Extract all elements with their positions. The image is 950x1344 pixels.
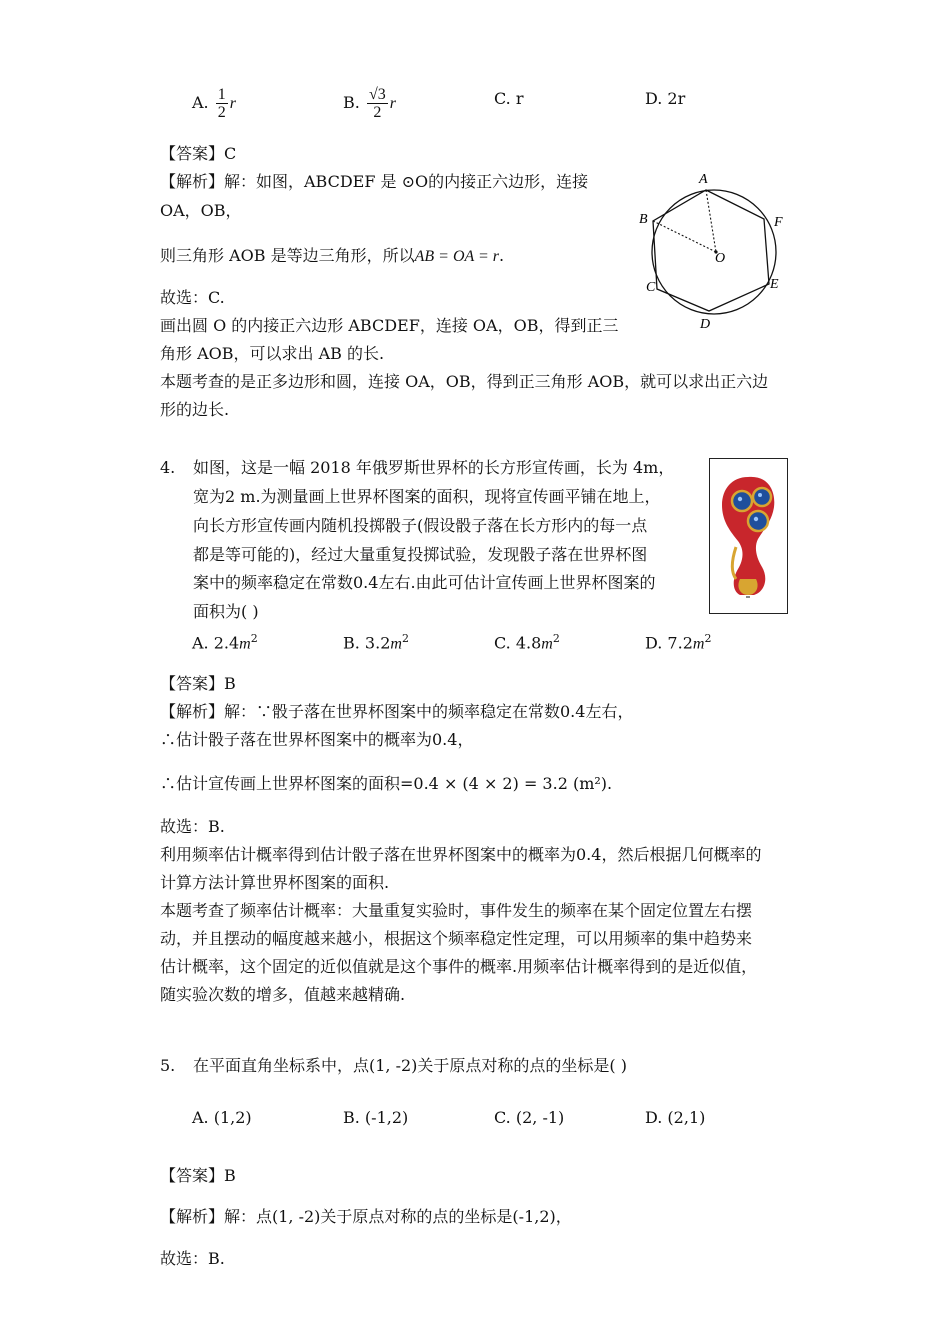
q5-choose: 故选：B. xyxy=(160,1249,225,1268)
q3-option-a-fraction: $\frac{1}{2}$ xyxy=(217,86,226,121)
q4-analysis-line-6: 计算方法计算世界杯图案的面积. xyxy=(160,873,390,892)
q5-stem: 在平面直角坐标系中，点(1, -2)关于原点对称的点的坐标是( ) xyxy=(193,1056,627,1075)
q3-analysis-line-5: 画出圆 O 的内接正六边形 ABCDEF，连接 OA，OB，得到正三 xyxy=(160,316,619,335)
q3-analysis-line-6: 角形 AOB，可以求出 AB 的长. xyxy=(160,344,385,363)
q3-analysis-line-2: OA，OB， xyxy=(160,201,242,220)
q5-option-a[interactable]: A. (1,2) xyxy=(192,1108,252,1127)
q4-stem-line-5: 案中的频率稳定在常数0.4左右.由此可估计宣传画上世界杯图案的 xyxy=(193,573,656,592)
q3-analysis-line-4: 故选：C. xyxy=(160,288,225,307)
q5-answer: 【答案】B xyxy=(160,1166,236,1185)
q3-analysis-line-3: 则三角形 AOB 是等边三角形，所以AB = OA = r. xyxy=(160,246,505,265)
q4-analysis-line-4: 故选：B. xyxy=(160,817,225,836)
q4-analysis-line-2: ∴估计骰子落在世界杯图案中的概率为0.4， xyxy=(160,730,474,749)
q4-stem-line-3: 向长方形宣传画内随机投掷骰子(假设骰子落在长方形内的每一点 xyxy=(193,516,648,535)
segment-oa xyxy=(706,190,716,252)
q3-option-b[interactable]: B. $\frac{√3}{2}$ r xyxy=(343,86,396,121)
q5-option-b[interactable]: B. (-1,2) xyxy=(343,1108,409,1127)
q4-stem-line-4: 都是等可能的)，经过大量重复投掷试验，发现骰子落在世界杯图 xyxy=(193,545,648,564)
q4-stem-line-1: 如图，这是一幅 2018 年俄罗斯世界杯的长方形宣传画，长为 4m， xyxy=(193,458,675,477)
segment-ob xyxy=(653,221,716,252)
q4-stem-line-2: 宽为2 m.为测量画上世界杯图案的面积，现将宣传画平铺在地上， xyxy=(193,487,661,506)
q4-analysis-line-7: 本题考查了频率估计概率：大量重复实验时，事件发生的频率在某个固定位置左右摆 xyxy=(160,901,753,920)
q4-analysis-line-5: 利用频率估计概率得到估计骰子落在世界杯图案中的概率为0.4，然后根据几何概率的 xyxy=(160,845,762,864)
q4-stem-line-6: 面积为( ) xyxy=(193,602,259,621)
world-cup-poster-figure xyxy=(709,458,788,614)
label-e: E xyxy=(770,277,779,292)
q5-analysis: 【解析】解：点(1, -2)关于原点对称的点的坐标是(-1,2)， xyxy=(160,1207,572,1226)
q3-answer: 【答案】C xyxy=(160,144,237,163)
q4-number: 4. xyxy=(160,458,176,477)
q3-analysis-line-8: 形的边长. xyxy=(160,400,230,419)
q3-analysis-line-1: 【解析】解：如图，ABCDEF 是 ⊙O的内接正六边形，连接 xyxy=(160,172,589,191)
label-f: F xyxy=(774,215,783,230)
q3-option-b-label: B. xyxy=(343,93,360,112)
hexagon-circle-figure xyxy=(636,164,796,334)
q5-option-c[interactable]: C. (2, -1) xyxy=(494,1108,565,1127)
q3-option-a-label: A. xyxy=(192,93,209,112)
q4-answer: 【答案】B xyxy=(160,674,236,693)
q3-option-b-fraction: $\frac{√3}{2}$ xyxy=(368,86,386,121)
q4-option-a[interactable]: A. $2.4m^2$ xyxy=(192,632,258,653)
label-b: B xyxy=(639,212,648,227)
q3-analysis-line-7: 本题考查的是正多边形和圆，连接 OA，OB，得到正三角形 AOB，就可以求出正六边 xyxy=(160,372,769,391)
q4-analysis-line-10: 随实验次数的增多，值越来越精确. xyxy=(160,985,406,1004)
q3-option-c[interactable]: C. r xyxy=(494,89,524,108)
label-c: C xyxy=(646,280,656,295)
q4-analysis-line-1: 【解析】解：∵骰子落在世界杯图案中的频率稳定在常数0.4左右， xyxy=(160,702,634,721)
q5-number: 5. xyxy=(160,1056,176,1075)
q3-option-a[interactable]: A. $\frac{1}{2}$ r xyxy=(192,86,236,121)
world-cup-trophy-emblem xyxy=(710,459,787,613)
q4-option-b[interactable]: B. $3.2m^2$ xyxy=(343,632,409,653)
q4-analysis-line-9: 估计概率，这个固定的近似值就是这个事件的概率.用频率估计概率得到的是近似值， xyxy=(160,957,758,976)
label-d: D xyxy=(700,317,711,332)
q4-analysis-line-8: 动，并且摆动的幅度越来越小，根据这个频率稳定性定理，可以用频率的集中趋势来 xyxy=(160,929,753,948)
q4-option-d[interactable]: D. $7.2m^2$ xyxy=(645,632,712,653)
label-a: A xyxy=(699,172,708,187)
label-o: O xyxy=(715,251,726,266)
q4-option-c[interactable]: C. $4.8m^2$ xyxy=(494,632,560,653)
q5-option-d[interactable]: D. (2,1) xyxy=(645,1108,706,1127)
q4-analysis-line-3: ∴估计宣传画上世界杯图案的面积=0.4 × (4 × 2) = 3.2 (m²). xyxy=(160,774,613,793)
q3-option-d[interactable]: D. 2r xyxy=(645,89,686,108)
